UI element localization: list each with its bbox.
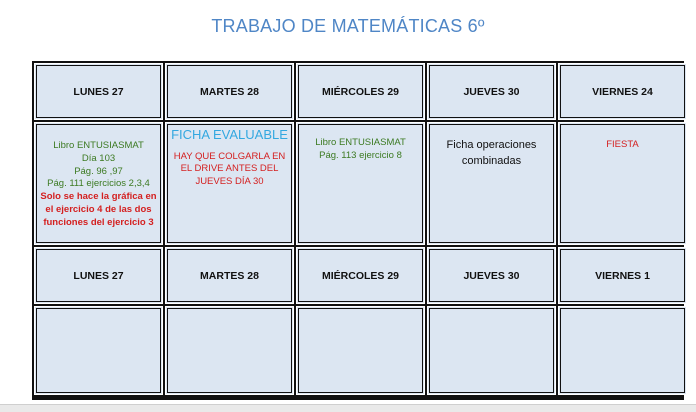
- wednesday-line-1: Libro ENTUSIASMAT: [315, 137, 406, 148]
- header-cell-monday-week2: LUNES 27: [34, 247, 163, 304]
- header-cell-wednesday: MIÉRCOLES 29: [296, 63, 425, 120]
- thursday-text: Ficha operaciones combinadas: [446, 139, 537, 167]
- thursday-task-cell: [427, 122, 556, 245]
- header-cell-wednesday-week2: MIÉRCOLES 29: [296, 247, 425, 304]
- header-cell-friday: VIERNES 24: [558, 63, 687, 120]
- page-bottom-edge: [0, 404, 696, 412]
- header-cell-friday-week2: VIERNES 1: [558, 247, 687, 304]
- tuesday-task-cell: [165, 122, 294, 245]
- wednesday-task-cell-week2: [296, 306, 425, 395]
- wednesday-task-cell: [296, 122, 425, 245]
- wednesday-line-2: Pág. 113 ejercicio 8: [319, 149, 402, 161]
- friday-text: FIESTA: [606, 139, 639, 150]
- friday-task-cell: [558, 122, 687, 245]
- monday-line-3: Pág. 96 ,97: [74, 165, 123, 177]
- monday-task-cell-week2: [34, 306, 163, 395]
- header-cell-thursday-week2: JUEVES 30: [427, 247, 556, 304]
- monday-note: Solo se hace la gráfica en el ejercicio 4 de las dos funciones del ejercicio 3: [40, 191, 157, 228]
- header-cell-thursday: JUEVES 30: [427, 63, 556, 120]
- schedule-table: [32, 61, 684, 400]
- tuesday-heading: FICHA EVALUABLE: [171, 127, 288, 142]
- friday-task-cell-week2: [558, 306, 687, 395]
- tuesday-note: HAY QUE COLGARLA EN EL DRIVE ANTES DEL JUEVES DÍA 30: [173, 150, 286, 188]
- header-cell-tuesday: MARTES 28: [165, 63, 294, 120]
- tuesday-task-cell-week2: [165, 306, 294, 395]
- header-cell-tuesday-week2: MARTES 28: [165, 247, 294, 304]
- monday-line-4: Pág. 111 ejercicios 2,3,4: [47, 178, 150, 190]
- monday-task-cell: [34, 122, 163, 245]
- page-title: TRABAJO DE MATEMÁTICAS 6º: [211, 16, 485, 36]
- monday-line-1: Libro ENTUSIASMAT: [53, 140, 144, 151]
- thursday-task-cell-week2: [427, 306, 556, 395]
- monday-line-2: Día 103: [81, 152, 116, 164]
- header-cell-monday: LUNES 27: [34, 63, 163, 120]
